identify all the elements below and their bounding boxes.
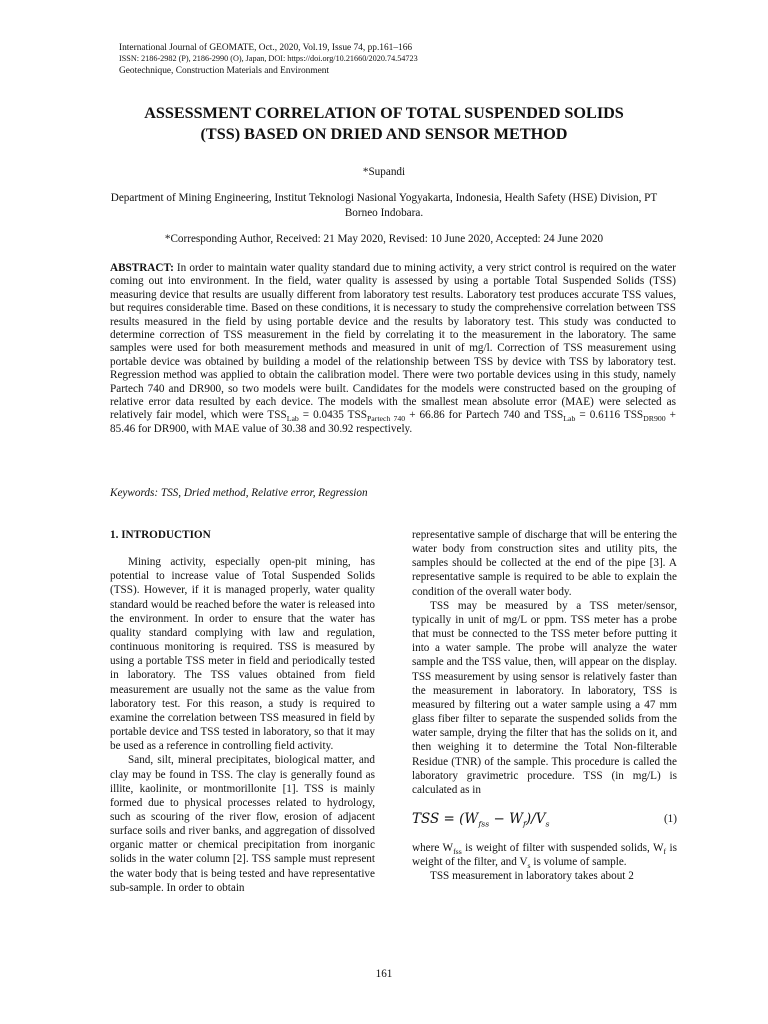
eq-sub-f: f <box>522 819 526 829</box>
equation-number: (1) <box>663 812 677 825</box>
p3-sub-fss: fss <box>453 847 462 857</box>
affiliation: Department of Mining Engineering, Institut Teknologi Nasional Yogyakarta, Indonesia, Health Safety (HSE) Division, PT Borneo Indobara. <box>110 192 658 219</box>
eq-sub-s: s <box>545 819 550 829</box>
issn-line: ISSN: 2186-2982 (P), 2186-2990 (O), Japan, DOI: https://doi.org/10.21660/2020.74.54723 <box>119 54 418 64</box>
abstract-sub-lab-2: Lab <box>563 414 576 424</box>
title-line-1: ASSESSMENT CORRELATION OF TOTAL SUSPENDED SOLIDS <box>144 104 624 122</box>
p3-sub-f: f <box>663 847 667 857</box>
eq-sub-fss: fss <box>478 819 490 829</box>
abstract <box>110 262 676 436</box>
submission-dates: *Corresponding Author, Received: 21 May 2020, Revised: 10 June 2020, Accepted: 24 June 2020 <box>164 233 604 245</box>
abstract-sub-partech: Partech 740 <box>366 414 406 424</box>
intro-paragraph-1: Mining activity, especially open-pit mining, has potential to increase value of Total Suspended Solids (TSS). However, if it is managed properly, water quality standard would be reached before the water is released into the environment. In order to ensure that the water has quality standard complying with law and regulation, continuous monitoring is required. TSS is measured by using a portable TSS meter in field and periodically tested in laboratory. The TSS values obtained from field measurement are usually not the same as the value from laboratory test. For this reason, a study is required to examine the correlation between TSS measured in field by portable device and TSS tested in laboratory, so that it may be used as a reference in controlling field activity. <box>110 556 375 753</box>
abstract-text-2: = 0.0435 TSS <box>298 409 367 422</box>
eq-part-mid: − W <box>489 810 523 827</box>
abstract-text-1: In order to maintain water quality standard due to mining activity, a very strict control is required on the water coming out into environment. In the field, water quality is assessed by using a portable Total Suspended Solids (TSS) measuring device that results are usually different from laboratory test results. Laboratory test produces accurate TSS values, but requires considerable time. Based on these conditions, it is necessary to study the comprehensive correlation between TSS results measured in the field by using portable device and the results by laboratory test. This study was conducted to determine correction of TSS measurement in the field by correlating it to the measurement in the laboratory. The same samples were used for both measurement methods and measured in unit of mg/l. Correction of TSS measurement using portable device was obtained by building a model of the relationship between TSS by device with TSS by laboratory test. Regression method was applied to obtain the calibration model. There were two portable devices using in this study, namely Partech 740 and DR900, so two models were built. Candidates for the models were constructed based on the grouping of relative error data resulted by each device. The models with the smallest mean absolute error (MAE) were selected as relatively fair model, which were TSS <box>110 262 676 422</box>
abstract-text-5: + 85.46 for DR900, with MAE value of 30.38 and 30.92 respectively. <box>110 409 676 435</box>
p3-sub-s: s <box>527 861 531 871</box>
right-paragraph-1: representative sample of discharge that will be entering the water body from construction sites and utility pits, the samples should be collected at the end of the pipe [3]. A representative sample is required to be able to explain the condition of the overall water body. <box>412 529 677 598</box>
journal-header <box>119 42 418 77</box>
keywords: Keywords: TSS, Dried method, Relative error, Regression <box>110 487 368 499</box>
p3-part-c: is weight of the filter, and V <box>412 841 678 869</box>
paper-title <box>80 103 688 145</box>
right-paragraph-3 <box>412 841 677 869</box>
abstract-text-4: = 0.6116 TSS <box>575 409 644 422</box>
p3-part-b: is weight of filter with suspended solids, W <box>461 841 664 854</box>
abstract-sub-dr900: DR900 <box>643 414 666 424</box>
equation-1 <box>412 806 677 832</box>
abstract-label: ABSTRACT: <box>110 262 174 274</box>
right-paragraph-2: TSS may be measured by a TSS meter/sensor, typically in unit of mg/L or ppm. TSS meter has a probe that must be connected to the TSS meter before putting it into a water sample. The probe will analyze the water sample and the TSS value, then, will appear on the display. TSS measurement by using sensor is relatively faster than the measurement in laboratory. In laboratory, TSS is measured by filtering out a water sample using a 47 mm glass fiber filter to separate the suspended solids from the water sample, drying the filter that has the solids on it, and then weighing it to determine the Total Non-filterable Residue (TNR) of the sample. This procedure is called the laboratory gravimetric procedure. TSS (in mg/L) is calculated as in <box>412 599 677 796</box>
abstract-sub-lab: Lab <box>286 414 299 424</box>
p3-part-a: where W <box>412 841 454 854</box>
p3-part-d: is volume of sample. <box>530 856 627 869</box>
eq-part-lhs: TSS = (W <box>412 810 479 827</box>
eq-part-rhs: )/V <box>525 810 546 827</box>
journal-line: International Journal of GEOMATE, Oct., 2020, Vol.19, Issue 74, pp.161–166 <box>119 43 413 53</box>
section-heading-introduction: 1. INTRODUCTION <box>110 529 211 541</box>
intro-paragraph-2: Sand, silt, mineral precipitates, biological matter, and clay may be found in TSS. The clay is generally found as illite, kaolinite, or montmorillonite [1]. TSS is mainly formed due to physical processes related to hydrology, such as scouring of the river flow, erosion of adjacent surface soils and river banks, and aggregation of dissolved organic matter or chemical precipitation from inorganic solids in the water column [2]. TSS sample must represent the water body that is being tested and have representative sub-sample. In order to obtain <box>110 754 375 894</box>
left-column <box>110 528 375 895</box>
page-number: 161 <box>375 968 393 980</box>
title-line-2: (TSS) BASED ON DRIED AND SENSOR METHOD <box>200 125 568 143</box>
topic-line: Geotechnique, Construction Materials and Environment <box>119 65 330 76</box>
right-paragraph-4: TSS measurement in laboratory takes about 2 <box>430 870 634 883</box>
right-column <box>412 528 677 883</box>
abstract-text-3: + 66.86 for Partech 740 and TSS <box>405 409 564 422</box>
equation-formula <box>412 810 550 829</box>
author: *Supandi <box>362 166 406 178</box>
